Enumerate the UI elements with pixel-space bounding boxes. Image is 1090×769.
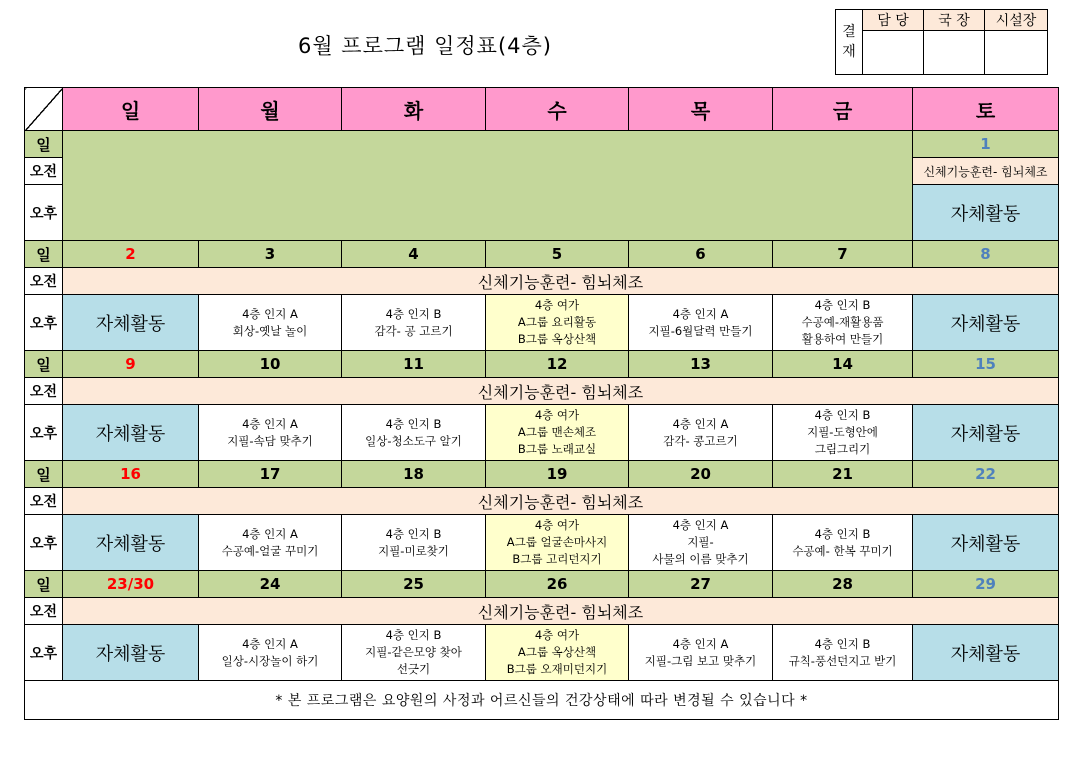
row-label-pm: 오후 (25, 625, 63, 681)
program-cell (199, 625, 342, 681)
date-cell: 19 (486, 461, 629, 488)
program-line: 4층 인지 B (814, 298, 871, 312)
program-line: 선긋기 (396, 662, 431, 676)
date-cell: 9 (63, 351, 199, 378)
program-line: 수공예-재활용품 (801, 315, 884, 329)
date-row (25, 461, 1059, 488)
program-line: 4층 여가 (534, 298, 580, 312)
date-cell: 10 (199, 351, 342, 378)
date-cell: 17 (199, 461, 342, 488)
date-cell: 22 (913, 461, 1059, 488)
program-line: 지필- (687, 535, 714, 549)
program-line: 일상-시장놀이 하기 (221, 653, 319, 668)
program-cell (486, 405, 629, 461)
program-line: 지필-6월달력 만들기 (648, 323, 753, 338)
date-cell: 27 (629, 571, 773, 598)
pm-row (25, 405, 1059, 461)
program-line: 4층 여가 (534, 518, 580, 532)
program-cell (342, 625, 486, 681)
row-label-pm: 오후 (25, 405, 63, 461)
program-cell (486, 625, 629, 681)
date-row-week1 (25, 131, 1059, 158)
program-line: 4층 인지 A (672, 306, 729, 321)
date-row (25, 351, 1059, 378)
date-cell: 6 (629, 241, 773, 268)
date-row (25, 571, 1059, 598)
row-label-am: 오전 (25, 158, 63, 185)
program-cell (199, 295, 342, 351)
program-cell (486, 515, 629, 571)
program-line: 사물의 이름 맞추기 (652, 552, 749, 566)
date-cell: 4 (342, 241, 486, 268)
row-label-day: 일 (25, 351, 63, 378)
am-row (25, 268, 1059, 295)
row-label-day: 일 (25, 241, 63, 268)
date-cell: 23/30 (63, 571, 199, 598)
program-cell (773, 625, 913, 681)
am-row (25, 378, 1059, 405)
self-activity-cell: 자체활동 (63, 405, 199, 461)
self-activity-cell: 자체활동 (913, 185, 1059, 241)
row-label-am: 오전 (25, 488, 63, 515)
approval-sign-manager[interactable] (863, 31, 924, 75)
program-line: 4층 인지 B (814, 526, 871, 541)
weekday-tue: 화 (342, 88, 486, 131)
program-line: 4층 인지 B (385, 628, 442, 642)
program-line: A그룹 맨손체조 (517, 425, 597, 439)
self-activity-cell: 자체활동 (913, 295, 1059, 351)
weekday-mon: 월 (199, 88, 342, 131)
date-cell: 1 (913, 131, 1059, 158)
row-label-am: 오전 (25, 268, 63, 295)
date-cell: 8 (913, 241, 1059, 268)
approval-role-director: 국 장 (924, 10, 985, 31)
date-cell: 21 (773, 461, 913, 488)
date-cell: 20 (629, 461, 773, 488)
date-cell: 16 (63, 461, 199, 488)
approval-box (835, 9, 1048, 75)
program-line: A그룹 요리활동 (517, 315, 597, 329)
weekday-header-row (25, 88, 1059, 131)
program-cell (629, 405, 773, 461)
am-program-cell: 신체기능훈련- 힘뇌체조 (63, 598, 1059, 625)
am-row (25, 598, 1059, 625)
program-line: 4층 인지 B (385, 416, 442, 431)
page-title: 6월 프로그램 일정표(4층) (297, 34, 553, 58)
pm-row (25, 295, 1059, 351)
program-line: 4층 여가 (534, 408, 580, 422)
date-cell: 26 (486, 571, 629, 598)
approval-role-head: 시설장 (985, 10, 1048, 31)
program-line: 지필-그림 보고 맞추기 (644, 653, 757, 668)
program-line: 4층 인지 B (814, 408, 871, 422)
program-line: B그룹 옥상산책 (517, 332, 597, 346)
program-line: B그룹 오재미던지기 (506, 662, 608, 676)
program-line: 그림그리기 (814, 442, 871, 456)
am-program-cell: 신체기능훈련- 힘뇌체조 (63, 378, 1059, 405)
program-line: 4층 인지 A (672, 416, 729, 431)
date-cell: 2 (63, 241, 199, 268)
program-line: 4층 인지 A (242, 306, 298, 321)
date-cell: 7 (773, 241, 913, 268)
date-cell: 13 (629, 351, 773, 378)
self-activity-cell: 자체활동 (913, 405, 1059, 461)
program-line: 지필-도형안에 (807, 425, 878, 439)
row-label-pm: 오후 (25, 185, 63, 241)
program-line: 4층 인지 A (242, 416, 298, 431)
date-cell: 11 (342, 351, 486, 378)
program-line: 감각- 공 고르기 (374, 323, 453, 338)
program-line: 4층 인지 A (242, 636, 298, 651)
program-cell (199, 515, 342, 571)
date-cell: 15 (913, 351, 1059, 378)
date-cell: 18 (342, 461, 486, 488)
program-line: 활용하여 만들기 (801, 332, 884, 346)
approval-sign-head[interactable] (985, 31, 1048, 75)
program-line: 4층 인지 A (242, 526, 298, 541)
row-label-pm: 오후 (25, 515, 63, 571)
row-label-day: 일 (25, 571, 63, 598)
program-line: 4층 인지 B (814, 636, 871, 651)
program-cell (629, 515, 773, 571)
self-activity-cell: 자체활동 (63, 515, 199, 571)
program-line: B그룹 노래교실 (517, 442, 597, 456)
program-line: 지필-미로찾기 (378, 543, 449, 558)
program-line: 4층 인지 A (672, 518, 729, 532)
date-cell: 14 (773, 351, 913, 378)
self-activity-cell: 자체활동 (63, 625, 199, 681)
row-label-day: 일 (25, 131, 63, 158)
program-cell (199, 405, 342, 461)
calendar-table (24, 87, 1059, 720)
program-line: B그룹 고리던지기 (512, 552, 602, 566)
program-cell (773, 515, 913, 571)
date-cell: 12 (486, 351, 629, 378)
approval-label: 결 재 (836, 10, 863, 75)
footnote: * 본 프로그램은 요양원의 사정과 어르신들의 건강상태에 따라 변경될 수 있습니다 * (25, 681, 1059, 720)
program-cell (342, 405, 486, 461)
am-program-cell: 신체기능훈련- 힘뇌체조 (913, 158, 1059, 185)
weekday-thu: 목 (629, 88, 773, 131)
pm-row (25, 515, 1059, 571)
date-row (25, 241, 1059, 268)
date-cell: 28 (773, 571, 913, 598)
program-line: 감각- 콩고르기 (663, 433, 738, 448)
date-cell: 3 (199, 241, 342, 268)
program-line: 지필-속담 맞추기 (227, 433, 313, 448)
self-activity-cell: 자체활동 (913, 625, 1059, 681)
program-line: A그룹 얼굴손마사지 (506, 535, 608, 549)
am-program-cell: 신체기능훈련- 힘뇌체조 (63, 488, 1059, 515)
row-label-day: 일 (25, 461, 63, 488)
approval-sign-director[interactable] (924, 31, 985, 75)
row-label-am: 오전 (25, 378, 63, 405)
program-line: 4층 인지 A (672, 636, 729, 651)
am-row (25, 488, 1059, 515)
date-cell: 25 (342, 571, 486, 598)
weekday-sat: 토 (913, 88, 1059, 131)
program-cell (629, 625, 773, 681)
row-label-am: 오전 (25, 598, 63, 625)
approval-role-manager: 담 당 (863, 10, 924, 31)
weekday-wed: 수 (486, 88, 629, 131)
program-line: 일상-청소도구 알기 (365, 433, 462, 448)
program-line: 4층 인지 B (385, 526, 442, 541)
empty-days-block (63, 131, 913, 241)
program-line: 지필-같은모양 찾아 (365, 645, 462, 659)
program-line: 4층 인지 B (385, 306, 442, 321)
self-activity-cell: 자체활동 (63, 295, 199, 351)
program-line: 회상-옛날 놀이 (232, 323, 308, 338)
date-cell: 5 (486, 241, 629, 268)
program-line: 규칙-풍선던지고 받기 (788, 653, 897, 668)
pm-row (25, 625, 1059, 681)
program-line: 수공예- 한복 꾸미기 (792, 543, 893, 558)
program-cell (629, 295, 773, 351)
program-cell (342, 295, 486, 351)
corner-cell (25, 88, 63, 131)
program-line: A그룹 옥상산책 (517, 645, 597, 659)
program-cell (486, 295, 629, 351)
weekday-sun: 일 (63, 88, 199, 131)
program-line: 수공예-얼굴 꾸미기 (221, 543, 319, 558)
program-cell (342, 515, 486, 571)
program-line: 4층 여가 (534, 628, 580, 642)
row-label-pm: 오후 (25, 295, 63, 351)
am-program-cell: 신체기능훈련- 힘뇌체조 (63, 268, 1059, 295)
date-cell: 29 (913, 571, 1059, 598)
self-activity-cell: 자체활동 (913, 515, 1059, 571)
program-cell (773, 405, 913, 461)
date-cell: 24 (199, 571, 342, 598)
program-cell (773, 295, 913, 351)
weekday-fri: 금 (773, 88, 913, 131)
